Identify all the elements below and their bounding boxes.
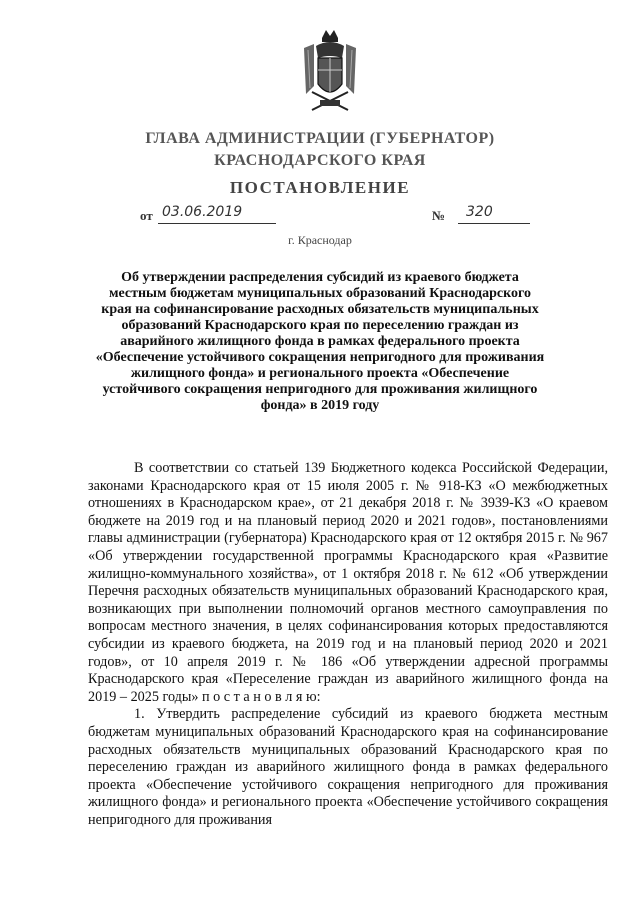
- city-name: г. Краснодар: [288, 233, 352, 247]
- issuer-title: [0, 128, 640, 172]
- number-value: 320: [458, 204, 530, 224]
- number-label: №: [432, 208, 446, 223]
- body-paragraph-1: В соответствии со статьей 139 Бюджетного кодекса Российской Федерации, законами Краснодарского края от 15 июля 2005 г. № 918-КЗ «О межбюджетных отношениях в Краснодарском крае», от 21 декабря 2018 г. № 3939-КЗ «О краевом бюджете на 2019 год и на плановый период 2020 и 2021 годов», постановлениями главы администрации (губернатора) Краснодарского края от 12 октября 2015 г. № 967 «Об утверждении государственной программы Краснодарского края «Развитие жилищно-коммунального хозяйства», от 1 октября 2018 г. № 612 «Об утверждении Перечня расходных обязательств муниципальных образований Краснодарского края, возникающих при выполнении полномочий органов местного самоуправления по вопросам местного значения, в целях софинансирования которых предоставляются субсидии из краевого бюджета, на 2019 год и на плановый период 2020 и 2021 годов», от 10 апреля 2019 г. № 186 «Об утверждении адресной программы Краснодарского края «Переселение граждан из аварийного жилищного фонда на 2019 – 2025 годы» п о с т а н о в л я ю:: [88, 460, 608, 705]
- body-paragraph-2: 1. Утвердить распределение субсидий из краевого бюджета местным бюджетам муниципальных образований Краснодарского края на софинансирование расходных обязательств муниципальных образований Краснодарского края по переселению граждан из аварийного жилищного фонда в рамках федерального проекта «Обеспечение устойчивого сокращения непригодного для проживания жилищного фонда» и регионального проекта «Обеспечение устойчивого сокращения непригодного для проживания: [88, 706, 608, 828]
- issuer-line-2: КРАСНОДАРСКОГО КРАЯ: [214, 152, 426, 169]
- resolution-title: Об утверждении распределения субсидий из краевого бюджета местным бюджетам муниципальных образований Краснодарского края на софинансирование расходных обязательств муниципальных образований Краснодарского края по переселению граждан из аварийного жилищного фонда в рамках федерального проекта «Обеспечение устойчивого сокращения непригодного для проживания жилищного фонда» и регионального проекта «Обеспечение устойчивого сокращения непригодного для проживания жилищного фонда» в 2019 году: [95, 270, 545, 413]
- date-value: 03.06.2019: [158, 204, 276, 224]
- date-label: от: [140, 208, 153, 223]
- coat-of-arms-emblem: [298, 28, 362, 118]
- document-type: ПОСТАНОВЛЕНИЕ: [229, 178, 411, 197]
- document-body: [88, 460, 608, 829]
- issuer-line-1: ГЛАВА АДМИНИСТРАЦИИ (ГУБЕРНАТОР): [145, 130, 495, 147]
